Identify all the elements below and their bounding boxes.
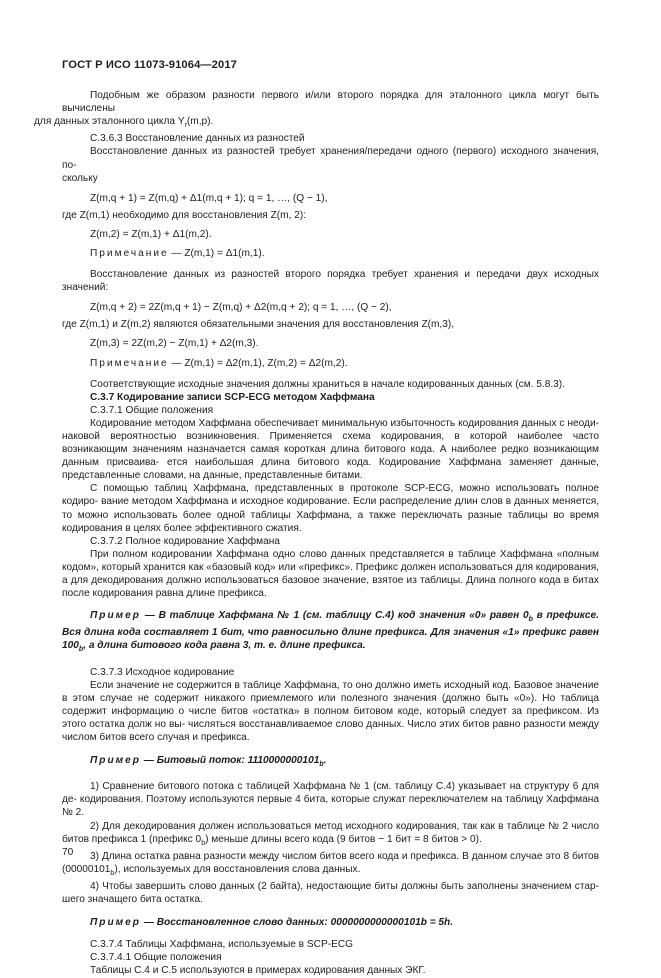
paragraph-line: информацию о числе битов «остатка» в полном битовом коде, который следует за префиксом. Из этого остатка долж но вы- — [62, 705, 599, 730]
paragraph-huffman-intro — [62, 417, 599, 482]
paragraph-line: а для декодирования должно использоваться базовое значение, взятое из таблицы. Длина полного кода в битах — [62, 575, 599, 587]
paragraph-where: где Z(m,1) и Z(m,2) являются обязательными значения для восстановления Z(m,3), — [62, 319, 455, 331]
section-heading-c373: C.3.7.3 Исходное кодирование — [90, 666, 235, 678]
example-text: а длина битового кода равна 3, т. е. длине префикса. — [88, 640, 366, 652]
paragraph-line: С помощью таблиц Хаффмана, представленных в протоколе SCP-ECG, можно использовать полное кодиро- — [62, 483, 599, 508]
paragraph-line: целях более эффективного сжатия. — [133, 522, 302, 534]
paragraph-line: после кодирования равна длине префикса. — [62, 588, 267, 600]
list-line: 1) Сравнение битового потока с таблицей Хаффмана № 1 (см. таблицу C.4) указывает на структуру 6 для де- — [62, 781, 599, 806]
example-bitstream — [62, 754, 599, 771]
note-text: — Z(m,1) = Δ1(m,1). — [168, 247, 265, 259]
list-line: кодирования. Поэтому используются первые 4 бита, которые служат переключателем на таблицу Хаффмана № 2. — [62, 794, 599, 819]
subscript: b — [201, 839, 206, 847]
formula: Z(m,q + 1) = Z(m,q) + Δ1(m,q + 1); q = 1, …, (Q − 1), — [90, 192, 328, 204]
list-line: 2) Для декодирования должен использоваться метод исходного кодирования, так как в таблице № 2 число — [90, 820, 599, 832]
paragraph-line: и префикса. — [192, 732, 250, 744]
paragraph-line: Подобным же образом разности первого и/или второго порядка для эталонного цикла могут быть вычислены — [62, 90, 599, 115]
list-line: 4) Чтобы завершить слово данных (2 байта), недостающие биты должны быть заполнены значением стар- — [90, 880, 599, 892]
note — [62, 357, 599, 370]
paragraph-line: скольку — [62, 172, 98, 184]
paragraph-tables-usage: Таблицы C.4 и C.5 используются в примерах кодирования данных ЭКГ. — [90, 965, 426, 977]
paragraph-line: кодом», который хранится как «базовый код» или «префикс». Префикс должен использоваться для кодирования, — [62, 561, 599, 573]
section-heading-c37: C.3.7 Кодирование записи SCP-ECG методом Хаффмана — [90, 391, 375, 403]
paragraph-line: для данных эталонного цикла Y — [34, 116, 185, 128]
paragraph-line: использовать более одной таблицы Хаффмана, а также переключать разные таблицы во время кодирования в — [62, 509, 599, 534]
list-line: шего значащего бита остатка. — [62, 894, 203, 906]
list-item — [62, 880, 599, 906]
list-item — [62, 780, 599, 819]
example-text: — Битовый поток: 1110000000101 — [140, 755, 320, 767]
paragraph-line: значениям назначается самая короткая длина битового кода. А наиболее редко возникающим данным присваива- — [62, 444, 599, 469]
section-heading-c3741: C.3.7.4.1 Общие положения — [90, 952, 222, 964]
note-text: — Z(m,1) = Δ2(m,1), Z(m,2) = Δ2(m,2). — [168, 357, 348, 369]
list-line: ) меньше длины всего кода (9 битов − 1 бит = 8 битов > 0). — [205, 833, 482, 845]
example-label: Пример — [90, 755, 141, 767]
section-heading-c371: C.3.7.1 Общие положения — [90, 404, 214, 416]
paragraph-line: этом случае не содержит никакого приемлемого или полезного значения (должно быть «0»). Но таблица содержит — [62, 692, 599, 717]
list-line: битов префикса 1 (префикс 0 — [62, 833, 202, 845]
section-heading-c374: C.3.7.4 Таблицы Хаффмана, используемые в SCP-ECG — [90, 939, 354, 951]
page-number: 70 — [62, 847, 74, 858]
subscript: b — [319, 761, 324, 769]
paragraph-where: где Z(m,1) необходимо для восстановления Z(m, 2): — [62, 209, 307, 221]
example-text: длина кода составляет 1 бит, что равносильно длине префикса. Для значения «1» префикс равен 100 — [62, 627, 599, 652]
paragraph-full-coding — [62, 548, 599, 600]
paragraph-line: (m,p). — [186, 116, 214, 128]
subscript: b — [528, 616, 533, 624]
standard-designation: ГОСТ Р ИСО 11073-91064—2017 — [62, 59, 237, 71]
subscript: b — [78, 646, 84, 654]
example-text: в префиксе. Вся — [62, 610, 599, 639]
paragraph-line: При полном кодировании Хаффмана одно слово данных представляется в таблице Хаффмана «полным — [90, 548, 599, 560]
note-label: Примечание — [90, 247, 169, 259]
paragraph-initial-values: Соответствующие исходные значения должны храниться в начале кодированных данных (см. 5.8.3). — [90, 378, 565, 390]
paragraph-line: Восстановление данных из разностей требует хранения/передачи одного (первого) исходного значения, по- — [62, 146, 599, 171]
subscript: r — [184, 122, 187, 130]
example-text: — В таблице Хаффмана № 1 (см. таблицу C.4) код значения «0» равен 0 — [140, 610, 529, 622]
paragraph-line: Кодирование методом Хаффмана обеспечивает минимальную избыточность кодирования данных с неоди- — [90, 417, 599, 429]
example-restored-word — [62, 916, 599, 929]
section-heading-c372: C.3.7.2 Полное кодирование Хаффмана — [90, 535, 280, 547]
paragraph-source-coding — [62, 679, 599, 744]
paragraph-reference-cycle — [34, 89, 599, 132]
formula: Z(m,3) = 2Z(m,2) − Z(m,1) + Δ2(m,3). — [90, 338, 259, 350]
example-label: Пример — [90, 610, 141, 622]
list-item — [62, 820, 599, 850]
paragraph-reconstruction — [62, 145, 599, 171]
paragraph-line: числяться восстанавливаемое слово данных. Число этих битов равно разности между числом битов всего случая — [62, 718, 599, 744]
list-item — [62, 850, 599, 880]
paragraph-second-order: Восстановление данных из разностей второго порядка требует хранения и передачи двух исходных значений: — [62, 269, 599, 294]
example-text: — Восстановленное слово данных: 0000000000000101b = 5h. — [140, 917, 454, 929]
formula: Z(m,2) = Z(m,1) + Δ1(m,2). — [90, 228, 212, 240]
example-label: Пример — [90, 917, 141, 929]
example-text: , — [83, 640, 87, 652]
example-full-coding — [62, 609, 599, 656]
paragraph-huffman-tables — [62, 482, 599, 534]
formula: Z(m,q + 2) = 2Z(m,q + 1) − Z(m,q) + Δ2(m,q + 2); q = 1, …, (Q − 2), — [90, 302, 392, 314]
list-line: (00000101 — [62, 863, 111, 875]
note — [62, 247, 599, 260]
paragraph-line: Если значение не содержится в таблице Хаффмана, то оно должно иметь исходный код. Базовое значение в — [62, 679, 599, 704]
example-text: . — [323, 755, 327, 767]
paragraph-line: вание методом Хаффмана и исходное кодирование. Если распределение длин слов в данных меняется, то можно — [62, 496, 599, 521]
note-label: Примечание — [90, 357, 169, 369]
paragraph-line: ется наибольшая длина битового кода. Кодирование Хаффмана заменяет данные, представленные словами, на — [62, 457, 599, 482]
paragraph-line: наковой вероятностью возникновения. Применяется схема кодирования, в которой наиболее часто возникающим — [62, 431, 599, 456]
page-body — [34, 89, 599, 978]
section-heading-c363: C.3.6.3 Восстановление данных из разностей — [90, 133, 305, 145]
subscript: b — [110, 869, 115, 877]
list-line: 3) Длина остатка равна разности между числом битов всего кода и префикса. В данном случае это 8 битов — [90, 850, 599, 862]
list-line: ), используемых для восстановления слова данных. — [114, 863, 361, 875]
paragraph-line: данные, представленные битами. — [203, 470, 363, 482]
